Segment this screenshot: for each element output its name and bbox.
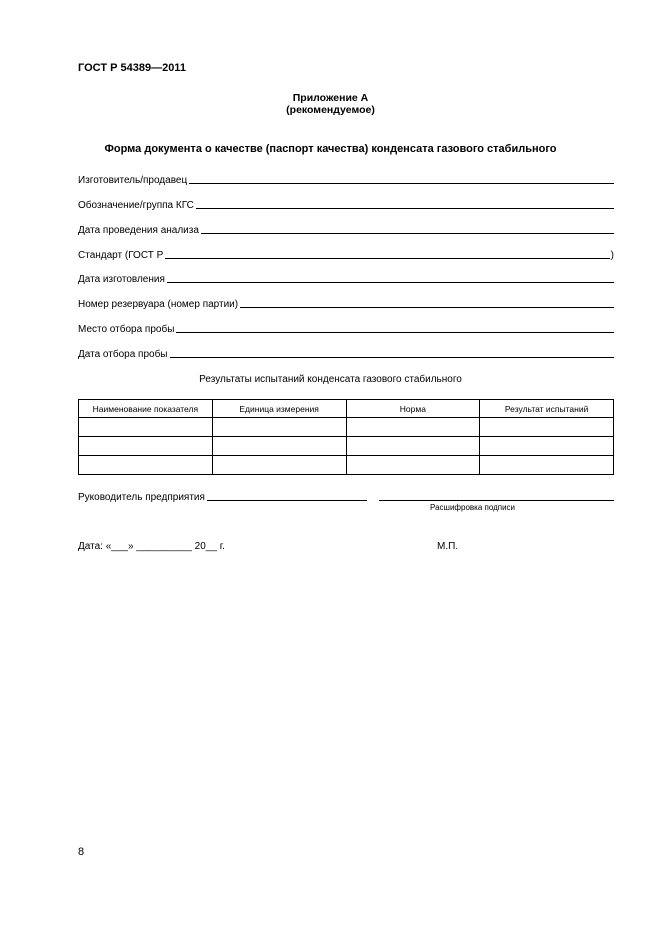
- standard-number: ГОСТ Р 54389—2011: [78, 62, 186, 74]
- table-cell[interactable]: [346, 437, 480, 456]
- field-sampling-date[interactable]: [78, 346, 614, 360]
- table-cell[interactable]: [212, 418, 346, 437]
- table-cell[interactable]: [480, 418, 614, 437]
- fill-line: [167, 282, 614, 283]
- closing-paren: ): [610, 250, 614, 261]
- column-header-indicator: Наименование показателя: [79, 400, 213, 418]
- column-header-unit: Единица измерения: [212, 400, 346, 418]
- table-cell[interactable]: [346, 456, 480, 475]
- table-row: [79, 437, 614, 456]
- appendix-title: Приложение А: [292, 92, 369, 104]
- signature-decode-caption: Расшифровка подписи: [430, 503, 516, 512]
- field-label: Дата проведения анализа: [78, 225, 199, 236]
- appendix-subtitle: (рекомендуемое): [286, 104, 375, 116]
- field-label: Стандарт (ГОСТ Р: [78, 250, 164, 261]
- column-header-norm: Норма: [346, 400, 480, 418]
- stamp-place: М.П.: [437, 541, 459, 552]
- table-cell[interactable]: [212, 456, 346, 475]
- field-analysis-date[interactable]: [78, 222, 614, 236]
- table-cell[interactable]: [480, 437, 614, 456]
- form-title: Форма документа о качестве (паспорт качества) конденсата газового стабильного: [104, 143, 557, 155]
- field-standard[interactable]: [78, 247, 614, 261]
- field-label: Номер резервуара (номер партии): [78, 299, 239, 310]
- signature-line[interactable]: [207, 500, 367, 501]
- results-title: Результаты испытаний конденсата газового стабильного: [199, 374, 462, 385]
- table-cell[interactable]: [79, 418, 213, 437]
- page-number: 8: [78, 846, 85, 858]
- field-label: Дата изготовления: [78, 274, 165, 285]
- table-cell[interactable]: [480, 456, 614, 475]
- column-header-result: Результат испытаний: [480, 400, 614, 418]
- signature-label: Руководитель предприятия: [78, 492, 205, 503]
- field-designation[interactable]: [78, 197, 614, 211]
- fill-line: [201, 233, 614, 234]
- field-manufacture-date[interactable]: [78, 271, 614, 285]
- fill-line: [189, 183, 614, 184]
- field-manufacturer[interactable]: [78, 172, 614, 186]
- fill-line: [176, 332, 614, 333]
- table-cell[interactable]: [346, 418, 480, 437]
- fill-line: [170, 357, 615, 358]
- table-cell[interactable]: [79, 437, 213, 456]
- field-label: Дата отбора пробы: [78, 349, 168, 360]
- signature-row: [78, 489, 614, 503]
- date-line: Дата: «___» __________ 20__ г.: [78, 541, 225, 552]
- fill-line: [165, 258, 609, 259]
- field-label: Место отбора пробы: [78, 324, 175, 335]
- fill-line: [196, 208, 614, 209]
- field-label: Изготовитель/продавец: [78, 175, 188, 186]
- field-tank-number[interactable]: [78, 296, 614, 310]
- field-sampling-place[interactable]: [78, 321, 614, 335]
- table-row: [79, 418, 614, 437]
- table-row: [79, 456, 614, 475]
- results-table: [78, 399, 614, 475]
- table-cell[interactable]: [79, 456, 213, 475]
- signature-decode-line[interactable]: [379, 500, 614, 501]
- table-header-row: [79, 400, 614, 418]
- fill-line: [240, 307, 614, 308]
- field-label: Обозначение/группа КГС: [78, 200, 194, 211]
- table-cell[interactable]: [212, 437, 346, 456]
